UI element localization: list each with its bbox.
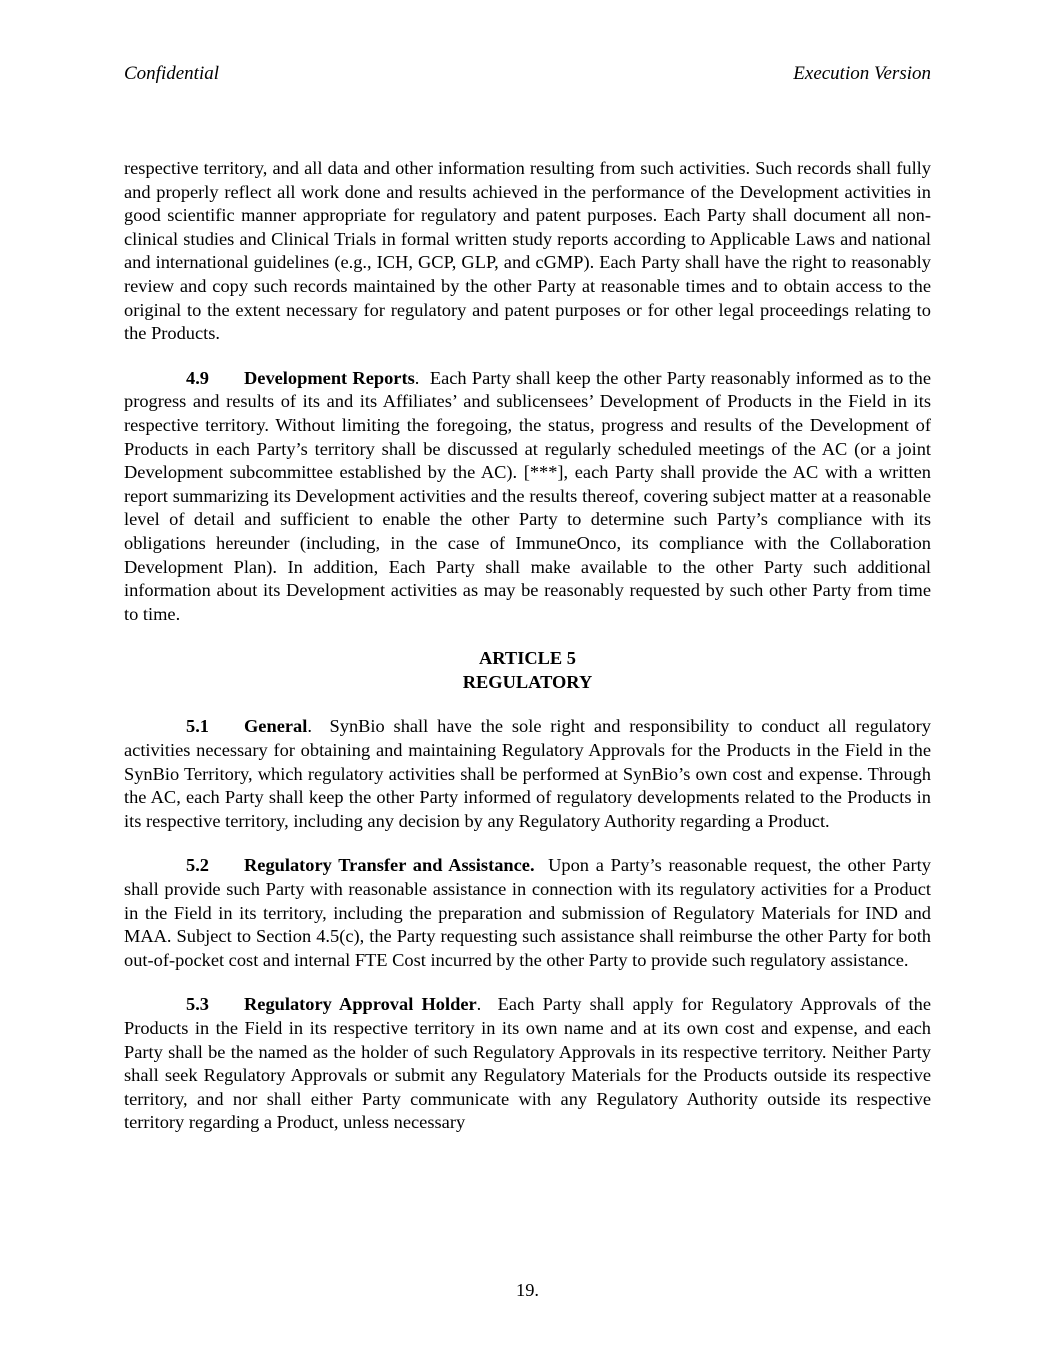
section-text: Upon a Party’s reasonable request, the other Party shall provide such Party with reasonable assistance in connection with its regulatory activities for a Product in the Field in its territory, including the preparation and submission of Regulatory Materials for IND and MAA. Subject to Section 4.5(c), the Party requesting such assistance shall reimburse the other Party for both out-of-pocket cost and internal FTE Cost incurred by the other Party to provide such regulatory assistance. — [124, 855, 931, 970]
section-number: 5.2 — [186, 855, 209, 876]
article-title: REGULATORY — [462, 671, 593, 692]
article-heading — [124, 647, 931, 694]
section-title-separator: . — [414, 367, 430, 388]
section-number: 5.1 — [186, 716, 209, 737]
section-text: Each Party shall apply for Regulatory Approvals of the Products in the Field in its respective territory in its own name and at its own cost and expense, and each Party shall be the named as the holder of such Regulatory Approvals in its respective territory. Neither Party shall seek Regulatory Approvals or submit any Regulatory Materials for the Products outside its respective territory, and nor shall either Party communicate with any Regulatory Authority outside its respective territory regarding a Product, unless necessary — [124, 994, 931, 1133]
article-number: ARTICLE 5 — [479, 648, 576, 669]
section-5-1 — [124, 715, 931, 833]
version-label: Execution Version — [793, 63, 931, 84]
section-title: Regulatory Transfer and Assistance. — [244, 855, 535, 876]
section-number: 4.9 — [186, 367, 209, 388]
section-title-separator: . — [307, 716, 330, 737]
section-title: Development Reports — [244, 367, 415, 388]
section-number: 5.3 — [186, 994, 209, 1015]
section-title-separator: . — [476, 994, 498, 1015]
section-title-separator — [535, 855, 549, 875]
section-title: General — [244, 716, 308, 737]
section-title: Regulatory Approval Holder — [244, 994, 477, 1015]
paragraph-continuation: respective territory, and all data and other information resulting from such activities. Such records shall fully and properly reflect all work done and results achieved in the performance of the Development activities in good scientific manner appropriate for regulatory and patent purposes. Each Party shall document all non-clinical studies and Clinical Trials in formal written study reports according to Applicable Laws and national and international guidelines (e.g., ICH, GCP, GLP, and cGMP). Each Party shall have the right to reasonably review and copy such records maintained by the other Party at reasonable times and to obtain access to the original to the extent necessary for regulatory and patent purposes or for other legal proceedings relating to the Products. — [124, 158, 931, 344]
section-5-3 — [124, 993, 931, 1135]
section-4-9 — [124, 367, 931, 627]
section-text: Each Party shall keep the other Party reasonably informed as to the progress and results of its and its Affiliates’ and sublicensees’ Development of Products in the Field in its respective territory. Without limiting the foregoing, the status, progress and results of the Development of Products in each Party’s territory shall be discussed at regularly scheduled meetings of the AC (or a joint Development subcommittee established by the AC). [***], each Party shall provide the AC with a written report summarizing its Development activities and the results thereof, covering subject matter at a reasonable level of detail and sufficient to enable the other Party to determine such Party’s compliance with its obligations hereunder (including, in the case of ImmuneOnco, its compliance with the Collaboration Development Plan). In addition, Each Party shall make available to the other Party such additional information about its Development activities as may be reasonably requested by such other Party from time to time. — [124, 367, 932, 624]
section-5-2 — [124, 854, 931, 972]
section-text: SynBio shall have the sole right and responsibility to conduct all regulatory activities necessary for obtaining and maintaining Regulatory Approvals for the Products in the Field in the SynBio Territory, which regulatory activities shall be performed at SynBio’s own cost and expense. Through the AC, each Party shall keep the other Party informed of regulatory developments related to the Products in its respective territory, including any decision by any Regulatory Authority regarding a Product. — [124, 716, 932, 831]
page-number: 19. — [516, 1280, 539, 1300]
confidential-label: Confidential — [124, 63, 219, 84]
document-body — [124, 157, 931, 1156]
